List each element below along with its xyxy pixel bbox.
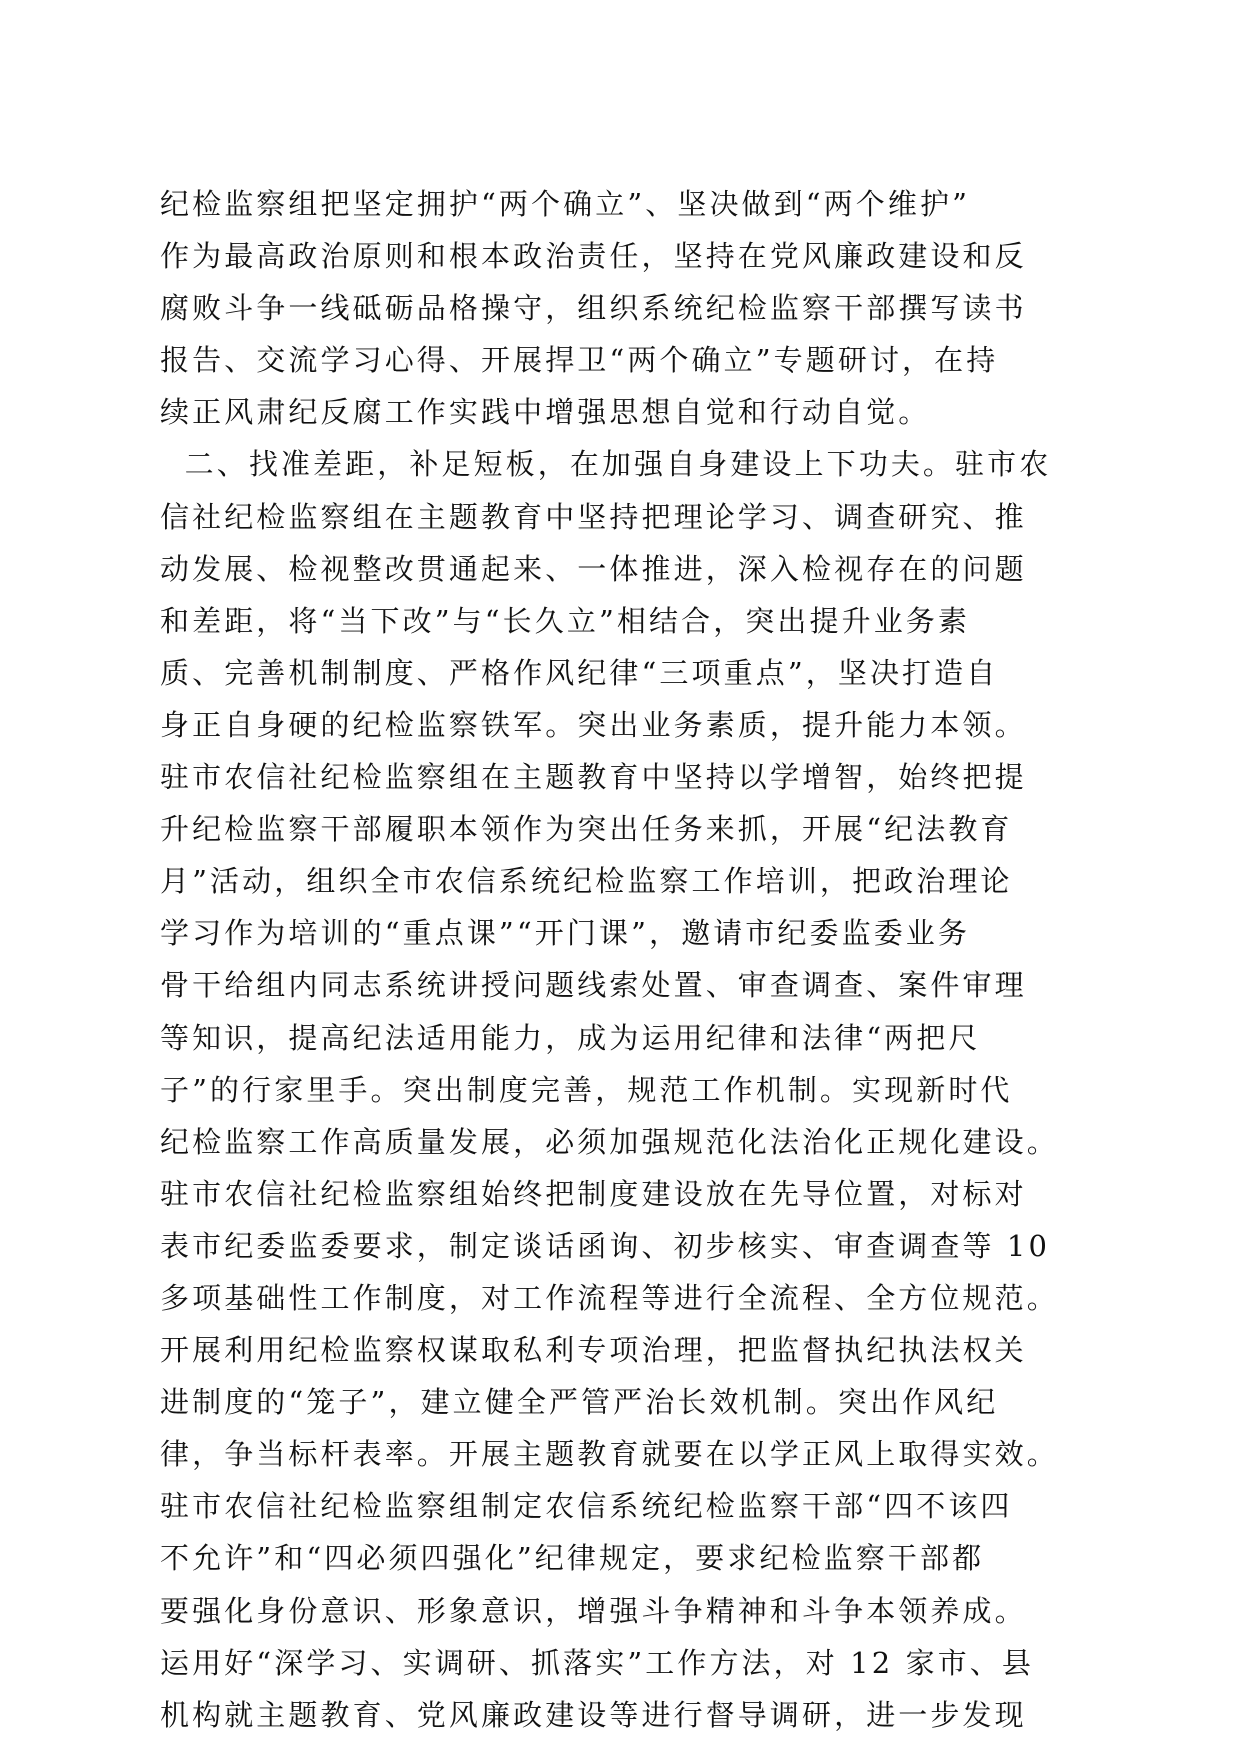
text-line: 运用好“深学习、实调研、抓落实”工作方法，对 12 家市、县 [160,1645,1034,1680]
text-line: 机构就主题教育、党风廉政建设等进行督导调研，进一步发现 [160,1697,1027,1732]
text-line: 身正自身硬的纪检监察铁军。突出业务素质，提升能力本领。 [160,707,1027,742]
text-line: 报告、交流学习心得、开展捍卫“两个确立”专题研讨，在持 [160,343,999,378]
text-line: 律，争当标杆表率。开展主题教育就要在以学正风上取得实效。 [160,1437,1059,1472]
text-line: 学习作为培训的“重点课”“开门课”，邀请市纪委监委业务 [160,916,971,951]
text-line: 升纪检监察干部履职本领作为突出任务来抓，开展“纪法教育 [160,812,1013,847]
text-line: 驻市农信社纪检监察组在主题教育中坚持以学增智，始终把提 [160,760,1027,795]
text-line: 驻市农信社纪检监察组始终把制度建设放在先导位置，对标对 [160,1176,1027,1211]
section-heading-line: 二、找准差距，补足短板，在加强自身建设上下功夫。驻市农 [160,447,1052,482]
text-line: 质、完善机制制度、严格作风纪律“三项重点”，坚决打造自 [160,655,999,690]
text-line: 多项基础性工作制度，对工作流程等进行全流程、全方位规范。 [160,1280,1059,1315]
text-line: 不允许”和“四必须四强化”纪律规定，要求纪检监察干部都 [160,1541,985,1576]
text-line: 纪检监察组把坚定拥护“两个确立”、坚决做到“两个维护” [160,187,971,221]
text-line: 要强化身份意识、形象意识，增强斗争精神和斗争本领养成。 [160,1593,1027,1628]
text-line: 月”活动，组织全市农信系统纪检监察工作培训，把政治理论 [160,864,1013,899]
body-text [160,178,1090,1741]
text-line: 开展利用纪检监察权谋取私利专项治理，把监督执纪执法权关 [160,1333,1027,1368]
text-line: 表市纪委监委要求，制定谈话函询、初步核实、审查调查等 10 [160,1228,1051,1263]
text-line: 信社纪检监察组在主题教育中坚持把理论学习、调查研究、推 [160,499,1027,534]
text-line: 作为最高政治原则和根本政治责任，坚持在党风廉政建设和反 [160,239,1027,274]
text-line: 纪检监察工作高质量发展，必须加强规范化法治化正规化建设。 [160,1124,1059,1159]
text-line: 进制度的“笼子”，建立健全严管严治长效机制。突出作风纪 [160,1385,999,1420]
text-line: 续正风肃纪反腐工作实践中增强思想自觉和行动自觉。 [160,395,931,430]
text-line: 驻市农信社纪检监察组制定农信系统纪检监察干部“四不该四 [160,1489,1013,1524]
text-line: 等知识，提高纪法适用能力，成为运用纪律和法律“两把尺 [160,1020,981,1055]
text-line: 腐败斗争一线砥砺品格操守，组织系统纪检监察干部撰写读书 [160,291,1027,326]
text-line: 动发展、检视整改贯通起来、一体推进，深入检视存在的问题 [160,551,1027,586]
text-line: 子”的行家里手。突出制度完善，规范工作机制。实现新时代 [160,1072,1013,1107]
text-line: 骨干给组内同志系统讲授问题线索处置、审查调查、案件审理 [160,968,1027,1003]
text-line: 和差距，将“当下改”与“长久立”相结合，突出提升业务素 [160,603,971,638]
